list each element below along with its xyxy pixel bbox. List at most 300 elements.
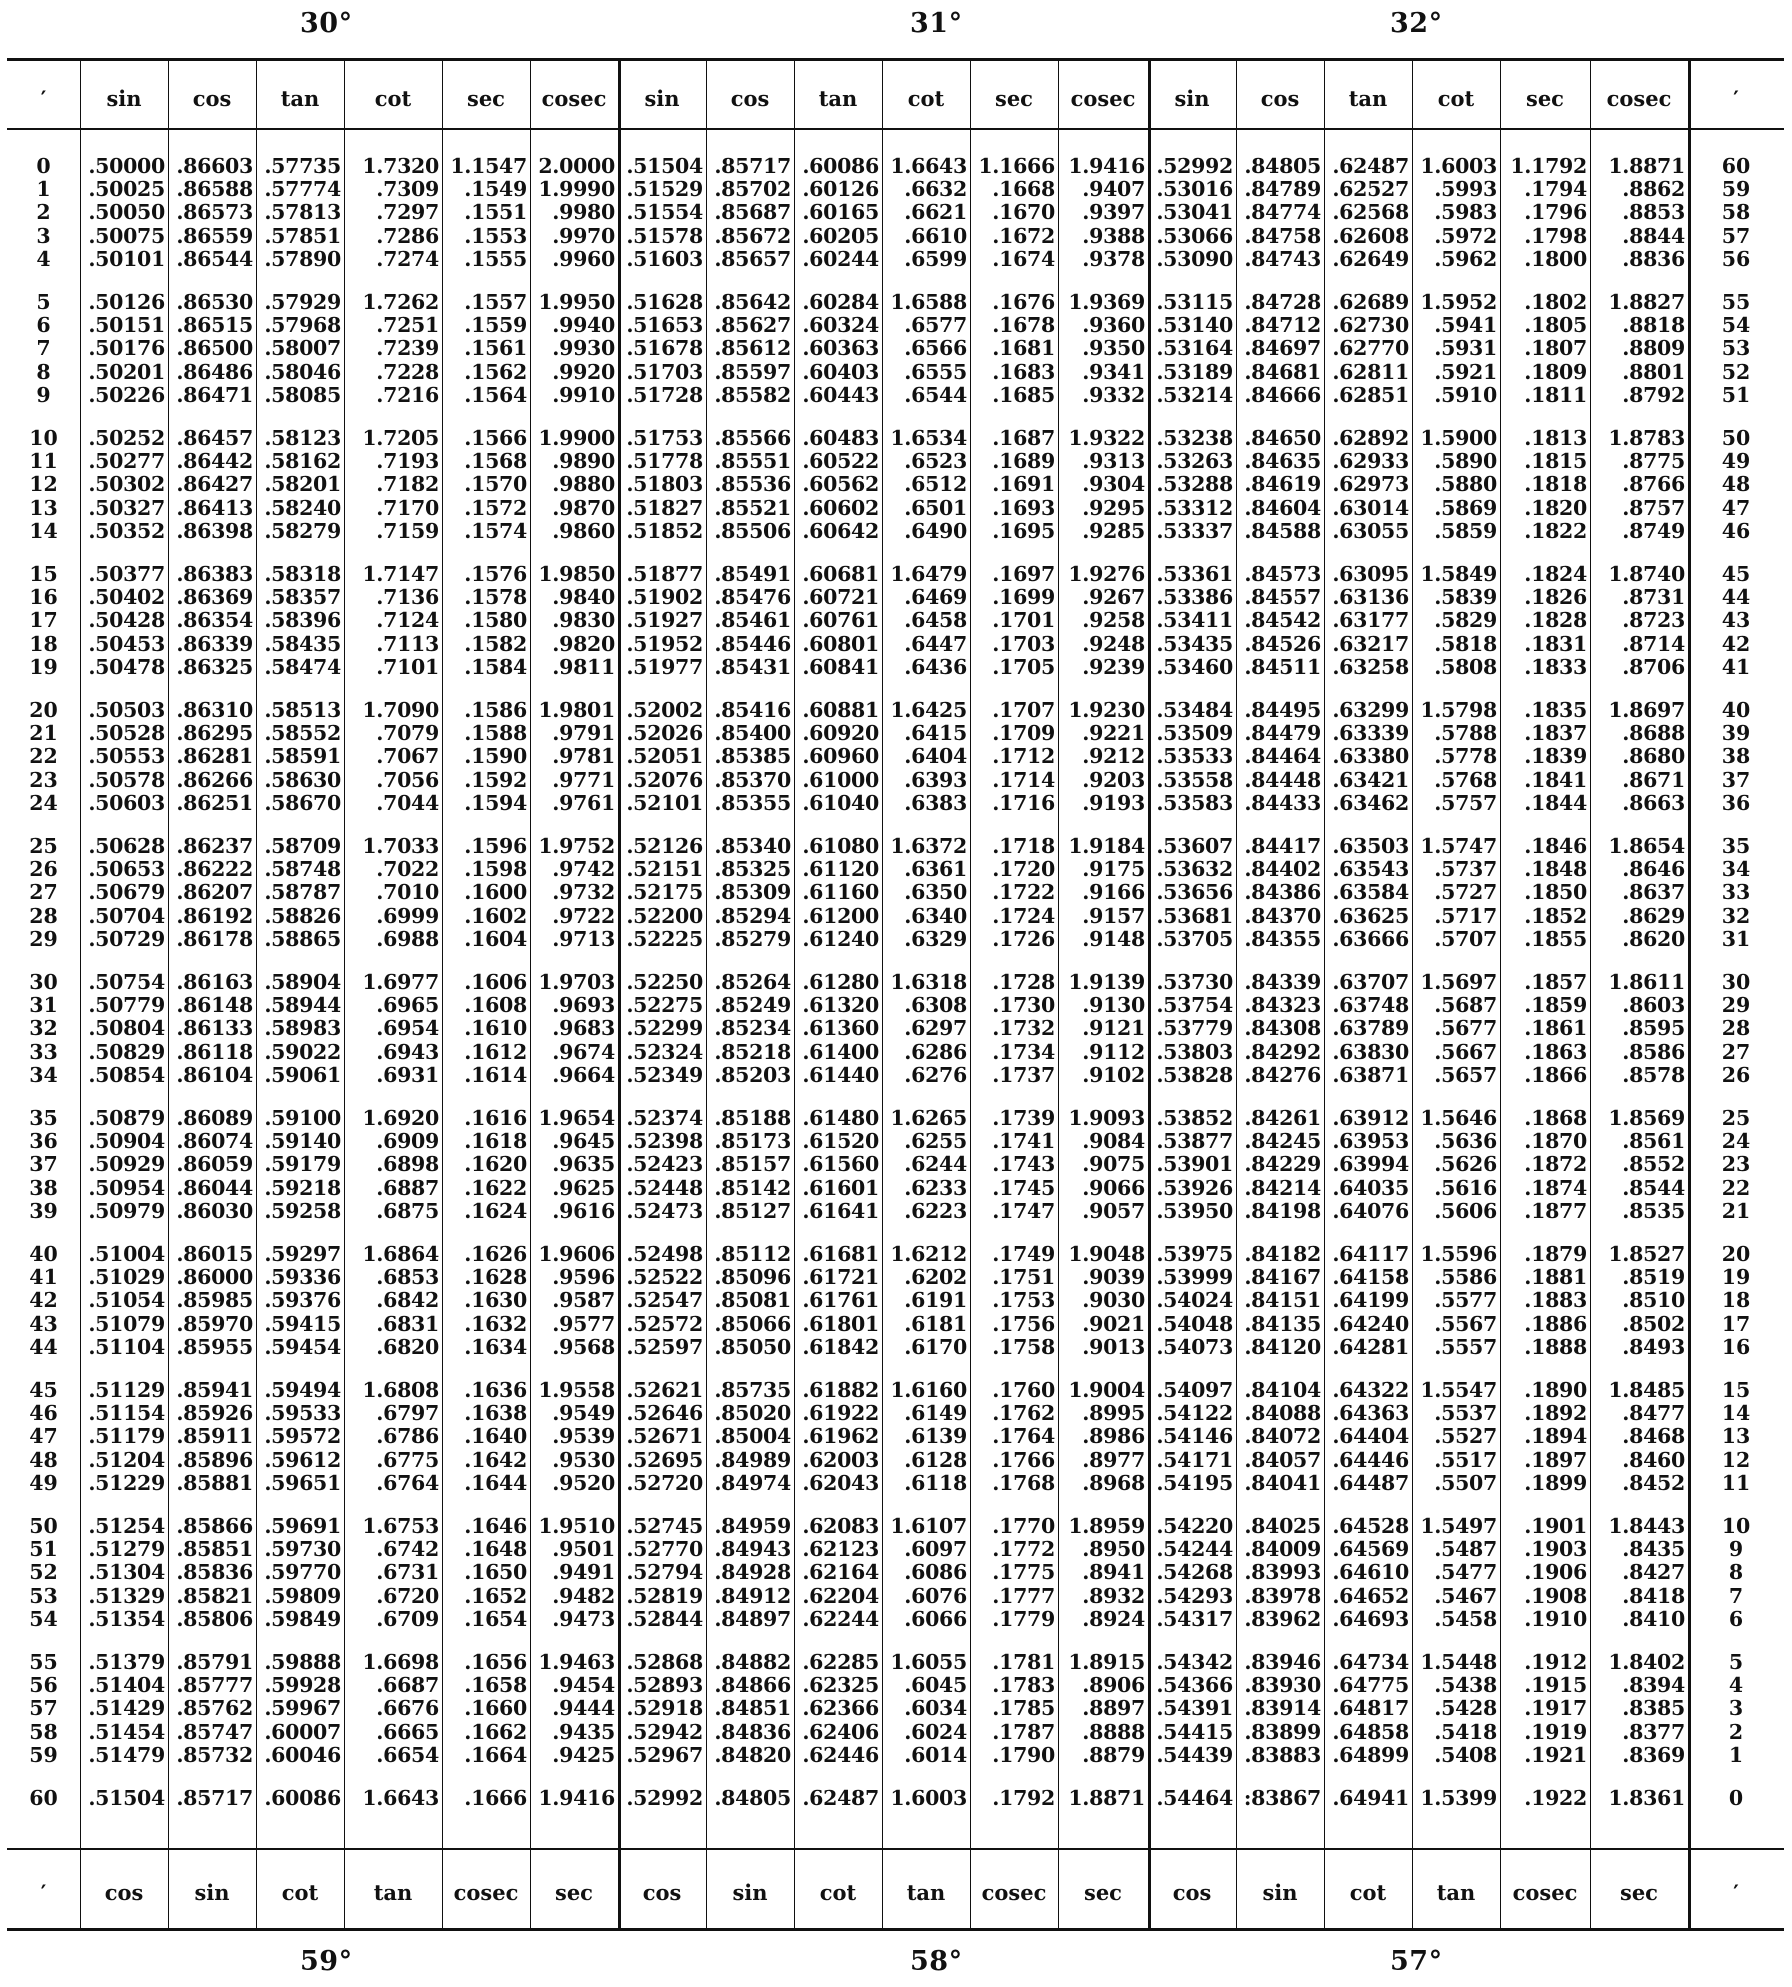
table-cell: .6797 [376, 1401, 439, 1426]
table-cell: .1855 [1524, 926, 1587, 951]
table-cell: .8468 [1622, 1424, 1685, 1449]
table-cell: .60165 [802, 200, 879, 225]
table-cell: .5537 [1434, 1401, 1497, 1426]
table-cell: .1660 [464, 1696, 527, 1721]
table-cell: .63830 [1332, 1039, 1409, 1064]
table-cell: .9444 [552, 1696, 615, 1721]
table-cell: .50101 [88, 246, 165, 271]
table-cell: .51529 [626, 177, 703, 202]
table-cell: .6404 [904, 744, 967, 769]
table-cell: .85127 [714, 1198, 791, 1223]
table-cell: 2.0000 [538, 154, 615, 178]
table-cell: .62083 [802, 1514, 879, 1538]
table-cell: .1751 [992, 1265, 1055, 1290]
table-cell: .8977 [1082, 1447, 1145, 1472]
table-cell: .58318 [264, 562, 341, 586]
table-cell: .59928 [264, 1673, 341, 1698]
table-cell: .7101 [376, 654, 439, 679]
table-cell: .50428 [88, 608, 165, 633]
table-cell: .58279 [264, 518, 341, 543]
table-cell: .9940 [552, 313, 615, 338]
table-cell: .62527 [1332, 177, 1409, 202]
table-cell: .1624 [464, 1198, 527, 1223]
table-cell: .53509 [1156, 721, 1233, 746]
table-cell: .86207 [176, 880, 253, 905]
table-cell: .9388 [1082, 223, 1145, 248]
table-cell: .59651 [264, 1470, 341, 1495]
table-cell: .1835 [1524, 698, 1587, 722]
table-cell: .86104 [176, 1062, 253, 1087]
table-cell: .6943 [376, 1039, 439, 1064]
table-cell: .61681 [802, 1242, 879, 1266]
minute-cell: 38 [1721, 744, 1751, 769]
table-cell: .60046 [264, 1742, 341, 1767]
minute-cell: 28 [1721, 1016, 1751, 1041]
table-cell: .64941 [1332, 1786, 1409, 1810]
table-cell: .8950 [1082, 1537, 1145, 1562]
table-cell: .52671 [626, 1424, 703, 1449]
column-divider [530, 60, 531, 1928]
table-cell: .1687 [992, 426, 1055, 450]
minute-cell: 4 [1728, 1673, 1744, 1698]
table-cell: .6045 [904, 1673, 967, 1698]
table-cell: .51504 [626, 154, 703, 178]
table-cell: .50478 [88, 654, 165, 679]
table-cell: .51479 [88, 1742, 165, 1767]
table-cell: .84198 [1244, 1198, 1321, 1223]
table-cell: 1.6107 [890, 1514, 967, 1538]
minute-cell: 21 [1721, 1198, 1751, 1223]
table-cell: .6014 [904, 1742, 967, 1767]
table-cell: .1877 [1524, 1198, 1587, 1223]
table-cell: .5606 [1434, 1198, 1497, 1223]
minute-cell: 22 [1721, 1175, 1751, 1200]
table-cell: .86413 [176, 495, 253, 520]
table-cell: .84151 [1244, 1288, 1321, 1313]
minute-cell: 48 [1721, 472, 1751, 497]
minute-cell: 54 [1721, 313, 1751, 338]
table-cell: .8809 [1622, 336, 1685, 361]
table-cell: .9742 [552, 857, 615, 882]
table-cell: .7044 [376, 790, 439, 815]
table-cell: .85582 [714, 382, 791, 407]
table-cell: .5829 [1434, 608, 1497, 633]
table-cell: .6034 [904, 1696, 967, 1721]
minute-cell: 36 [29, 1129, 58, 1154]
table-cell: .59770 [264, 1560, 341, 1585]
column-header: tan [906, 1880, 946, 1905]
table-cell: .1656 [464, 1650, 527, 1674]
table-cell: .1549 [464, 177, 527, 202]
column-header: cos [642, 1880, 682, 1905]
table-cell: .52868 [626, 1650, 703, 1674]
table-cell: .5890 [1434, 449, 1497, 474]
table-cell: .52967 [626, 1742, 703, 1767]
table-cell: .1805 [1524, 313, 1587, 338]
table-cell: .5880 [1434, 472, 1497, 497]
table-cell: .85866 [176, 1514, 253, 1538]
table-cell: .7274 [376, 246, 439, 271]
table-cell: .9722 [552, 903, 615, 928]
table-cell: .1802 [1524, 290, 1587, 314]
table-cell: .1739 [992, 1106, 1055, 1130]
table-cell: .8879 [1082, 1742, 1145, 1767]
table-cell: .84588 [1244, 518, 1321, 543]
column-header: sin [732, 1880, 768, 1905]
table-cell: .50553 [88, 744, 165, 769]
table-cell: 1.9510 [538, 1514, 615, 1538]
minute-cell: 14 [29, 518, 58, 543]
table-cell: .6988 [376, 926, 439, 951]
table-cell: 1.9801 [538, 698, 615, 722]
table-cell: .63462 [1332, 790, 1409, 815]
minute-cell: 60 [29, 1786, 58, 1810]
table-cell: .51977 [626, 654, 703, 679]
table-cell: .6709 [376, 1606, 439, 1631]
table-cell: .52819 [626, 1583, 703, 1608]
column-divider [442, 60, 443, 1928]
column-header: sec [995, 86, 1033, 111]
table-cell: .85566 [714, 426, 791, 450]
table-cell: .64734 [1332, 1650, 1409, 1674]
table-cell: .9930 [552, 336, 615, 361]
table-cell: .54220 [1156, 1514, 1233, 1538]
table-cell: .6731 [376, 1560, 439, 1585]
table-cell: .84182 [1244, 1242, 1321, 1266]
minute-cell: 58 [1721, 200, 1751, 225]
table-cell: .8452 [1622, 1470, 1685, 1495]
table-cell: .84619 [1244, 472, 1321, 497]
table-cell: .64693 [1332, 1606, 1409, 1631]
table-cell: .86339 [176, 631, 253, 656]
table-cell: 1.8871 [1068, 1786, 1145, 1810]
table-cell: .50025 [88, 177, 165, 202]
table-cell: .59494 [264, 1378, 341, 1402]
table-cell: .85717 [714, 154, 791, 178]
table-cell: .9473 [552, 1606, 615, 1631]
table-cell: .84974 [714, 1470, 791, 1495]
minute-cell: 31 [1721, 926, 1751, 951]
table-cell: .6775 [376, 1447, 439, 1472]
table-cell: .85112 [714, 1242, 791, 1266]
table-cell: .1798 [1524, 223, 1587, 248]
table-cell: .1753 [992, 1288, 1055, 1313]
table-cell: .52101 [626, 790, 703, 815]
table-cell: .60920 [802, 721, 879, 746]
table-cell: .51279 [88, 1537, 165, 1562]
table-cell: .1800 [1524, 246, 1587, 271]
table-cell: .61801 [802, 1311, 879, 1336]
table-cell: .9193 [1082, 790, 1145, 815]
table-cell: .6621 [904, 200, 967, 225]
table-cell: .1676 [992, 290, 1055, 314]
table-cell: .1626 [464, 1242, 527, 1266]
table-cell: .85249 [714, 993, 791, 1018]
table-cell: .62446 [802, 1742, 879, 1767]
table-cell: .9596 [552, 1265, 615, 1290]
minute-cell: 22 [29, 744, 58, 769]
column-divider [1500, 60, 1501, 1928]
minute-cell: 46 [29, 1401, 58, 1426]
column-divider [706, 60, 707, 1928]
table-cell: .50126 [88, 290, 165, 314]
table-cell: .50829 [88, 1039, 165, 1064]
table-cell: .83946 [1244, 1650, 1321, 1674]
table-cell: .1596 [464, 834, 527, 858]
table-cell: .59967 [264, 1696, 341, 1721]
table-cell: .9341 [1082, 359, 1145, 384]
table-cell: .9781 [552, 744, 615, 769]
table-cell: .64652 [1332, 1583, 1409, 1608]
table-cell: .85536 [714, 472, 791, 497]
minute-cell: 1 [1728, 1742, 1744, 1767]
table-cell: .8986 [1082, 1424, 1145, 1449]
table-cell: .8385 [1622, 1696, 1685, 1721]
minute-cell: 51 [1721, 382, 1751, 407]
table-cell: .85806 [176, 1606, 253, 1631]
table-cell: .84261 [1244, 1106, 1321, 1130]
table-cell: .63666 [1332, 926, 1409, 951]
table-cell: .50327 [88, 495, 165, 520]
table-cell: 1.9463 [538, 1650, 615, 1674]
table-cell: .1775 [992, 1560, 1055, 1585]
table-cell: .63217 [1332, 631, 1409, 656]
table-cell: .9221 [1082, 721, 1145, 746]
table-cell: .86515 [176, 313, 253, 338]
table-cell: 1.9950 [538, 290, 615, 314]
table-cell: .85657 [714, 246, 791, 271]
table-cell: .84851 [714, 1696, 791, 1721]
table-cell: .1872 [1524, 1152, 1587, 1177]
table-cell: .1743 [992, 1152, 1055, 1177]
table-cell: .1598 [464, 857, 527, 882]
minute-cell: 31 [29, 993, 58, 1018]
table-cell: .1779 [992, 1606, 1055, 1631]
table-cell: .53435 [1156, 631, 1233, 656]
table-cell: .5869 [1434, 495, 1497, 520]
table-cell: .61721 [802, 1265, 879, 1290]
table-cell: .84214 [1244, 1175, 1321, 1200]
table-cell: .84229 [1244, 1152, 1321, 1177]
table-cell: .58552 [264, 721, 341, 746]
table-cell: .6350 [904, 880, 967, 905]
table-cell: 1.9369 [1068, 290, 1145, 314]
table-cell: .52992 [626, 1786, 703, 1810]
table-cell: .57890 [264, 246, 341, 271]
table-cell: .5577 [1434, 1288, 1497, 1313]
table-cell: .7286 [376, 223, 439, 248]
table-cell: .5788 [1434, 721, 1497, 746]
minute-cell: 16 [29, 585, 58, 610]
table-cell: .6118 [904, 1470, 967, 1495]
table-cell: .9960 [552, 246, 615, 271]
table-cell: .1815 [1524, 449, 1587, 474]
table-cell: .62487 [802, 1786, 879, 1810]
table-cell: .85188 [714, 1106, 791, 1130]
table-cell: .6202 [904, 1265, 967, 1290]
table-cell: .9970 [552, 223, 615, 248]
table-cell: .9130 [1082, 993, 1145, 1018]
table-cell: .51454 [88, 1719, 165, 1744]
minute-cell: 43 [1721, 608, 1751, 633]
table-cell: .85446 [714, 631, 791, 656]
table-cell: 1.6003 [890, 1786, 967, 1810]
minute-cell: 41 [29, 1265, 58, 1290]
table-cell: .1790 [992, 1742, 1055, 1767]
minute-cell: 11 [29, 449, 58, 474]
table-cell: .64528 [1332, 1514, 1409, 1538]
table-cell: .61360 [802, 1016, 879, 1041]
table-cell: .64035 [1332, 1175, 1409, 1200]
table-cell: .60761 [802, 608, 879, 633]
table-cell: .84167 [1244, 1265, 1321, 1290]
table-cell: .84072 [1244, 1424, 1321, 1449]
table-cell: .9285 [1082, 518, 1145, 543]
table-cell: .86559 [176, 223, 253, 248]
table-cell: .53803 [1156, 1039, 1233, 1064]
table-cell: .84057 [1244, 1447, 1321, 1472]
table-cell: .7182 [376, 472, 439, 497]
table-cell: 1.6698 [362, 1650, 439, 1674]
column-header: cosec [981, 1880, 1047, 1905]
table-cell: .51129 [88, 1378, 165, 1402]
table-cell: .8844 [1622, 223, 1685, 248]
table-cell: .53238 [1156, 426, 1233, 450]
table-cell: .52498 [626, 1242, 703, 1266]
table-cell: .53558 [1156, 767, 1233, 792]
minute-cell: 30 [29, 970, 58, 994]
table-cell: .64281 [1332, 1334, 1409, 1359]
table-cell: .86530 [176, 290, 253, 314]
table-cell: .6297 [904, 1016, 967, 1041]
table-cell: .53411 [1156, 608, 1233, 633]
table-cell: .84355 [1244, 926, 1321, 951]
table-cell: .1644 [464, 1470, 527, 1495]
table-cell: .64158 [1332, 1265, 1409, 1290]
minute-cell: 49 [1721, 449, 1751, 474]
table-cell: .84104 [1244, 1378, 1321, 1402]
table-cell: .50528 [88, 721, 165, 746]
table-cell: .64240 [1332, 1311, 1409, 1336]
table-cell: .61560 [802, 1152, 879, 1177]
table-cell: .8749 [1622, 518, 1685, 543]
table-cell: .84025 [1244, 1514, 1321, 1538]
table-cell: .51154 [88, 1401, 165, 1426]
table-cell: .86369 [176, 585, 253, 610]
table-cell: .1638 [464, 1401, 527, 1426]
table-cell: .9084 [1082, 1129, 1145, 1154]
column-header: cos [1172, 1880, 1212, 1905]
table-cell: .1594 [464, 790, 527, 815]
table-cell: .6909 [376, 1129, 439, 1154]
table-cell: .8418 [1622, 1583, 1685, 1608]
table-cell: .53852 [1156, 1106, 1233, 1130]
table-cell: .1553 [464, 223, 527, 248]
table-cell: 1.5596 [1420, 1242, 1497, 1266]
table-cell: .85551 [714, 449, 791, 474]
table-cell: .59336 [264, 1265, 341, 1290]
table-cell: .59100 [264, 1106, 341, 1130]
column-header: cosec [1606, 86, 1672, 111]
minute-cell: 51 [29, 1537, 58, 1562]
column-header: ′ [40, 1880, 47, 1905]
table-cell: .9980 [552, 200, 615, 225]
table-cell: .9520 [552, 1470, 615, 1495]
table-cell: .51827 [626, 495, 703, 520]
minute-cell: 32 [29, 1016, 58, 1041]
table-cell: 1.5747 [1420, 834, 1497, 858]
table-cell: .6191 [904, 1288, 967, 1313]
table-cell: .1672 [992, 223, 1055, 248]
minute-cell: 35 [1721, 834, 1751, 858]
minute-cell: 6 [1728, 1606, 1744, 1631]
table-cell: .8646 [1622, 857, 1685, 882]
table-cell: .51952 [626, 631, 703, 656]
table-cell: .85762 [176, 1696, 253, 1721]
table-cell: .53975 [1156, 1242, 1233, 1266]
minute-cell: 2 [1728, 1719, 1744, 1744]
minute-cell: 1 [36, 177, 51, 202]
table-cell: .86044 [176, 1175, 253, 1200]
table-cell: .53090 [1156, 246, 1233, 271]
column-header: cot [907, 86, 945, 111]
table-cell: .6999 [376, 903, 439, 928]
table-cell: .63584 [1332, 880, 1409, 905]
table-cell: .61000 [802, 767, 879, 792]
column-header: tan [373, 1880, 413, 1905]
table-cell: .9203 [1082, 767, 1145, 792]
table-cell: .63258 [1332, 654, 1409, 679]
table-cell: .51029 [88, 1265, 165, 1290]
table-cell: .1901 [1524, 1514, 1587, 1538]
column-divider [1688, 60, 1691, 1928]
minute-cell: 17 [29, 608, 58, 633]
table-cell: .1783 [992, 1673, 1055, 1698]
table-cell: .6898 [376, 1152, 439, 1177]
table-cell: .1772 [992, 1537, 1055, 1562]
column-divider [1058, 60, 1059, 1928]
table-cell: .61962 [802, 1424, 879, 1449]
table-cell: .7159 [376, 518, 439, 543]
table-cell: .8620 [1622, 926, 1685, 951]
table-cell: .85020 [714, 1401, 791, 1426]
table-cell: .63912 [1332, 1106, 1409, 1130]
table-cell: .1683 [992, 359, 1055, 384]
table-cell: .8502 [1622, 1311, 1685, 1336]
table-cell: .63871 [1332, 1062, 1409, 1087]
table-cell: .60960 [802, 744, 879, 769]
table-cell: .63095 [1332, 562, 1409, 586]
table-cell: .1559 [464, 313, 527, 338]
table-cell: .60602 [802, 495, 879, 520]
table-cell: .61320 [802, 993, 879, 1018]
table-cell: .64858 [1332, 1719, 1409, 1744]
table-cell: .85325 [714, 857, 791, 882]
table-cell: .58865 [264, 926, 341, 951]
table-cell: .86163 [176, 970, 253, 994]
table-cell: .9830 [552, 608, 615, 633]
table-cell: .50176 [88, 336, 165, 361]
minute-cell: 39 [29, 1198, 58, 1223]
table-cell: .7297 [376, 200, 439, 225]
table-cell: .5808 [1434, 654, 1497, 679]
table-cell: .9910 [552, 382, 615, 407]
table-cell: .50151 [88, 313, 165, 338]
table-cell: .7309 [376, 177, 439, 202]
table-cell: .6076 [904, 1583, 967, 1608]
table-cell: .59218 [264, 1175, 341, 1200]
table-cell: .85627 [714, 313, 791, 338]
